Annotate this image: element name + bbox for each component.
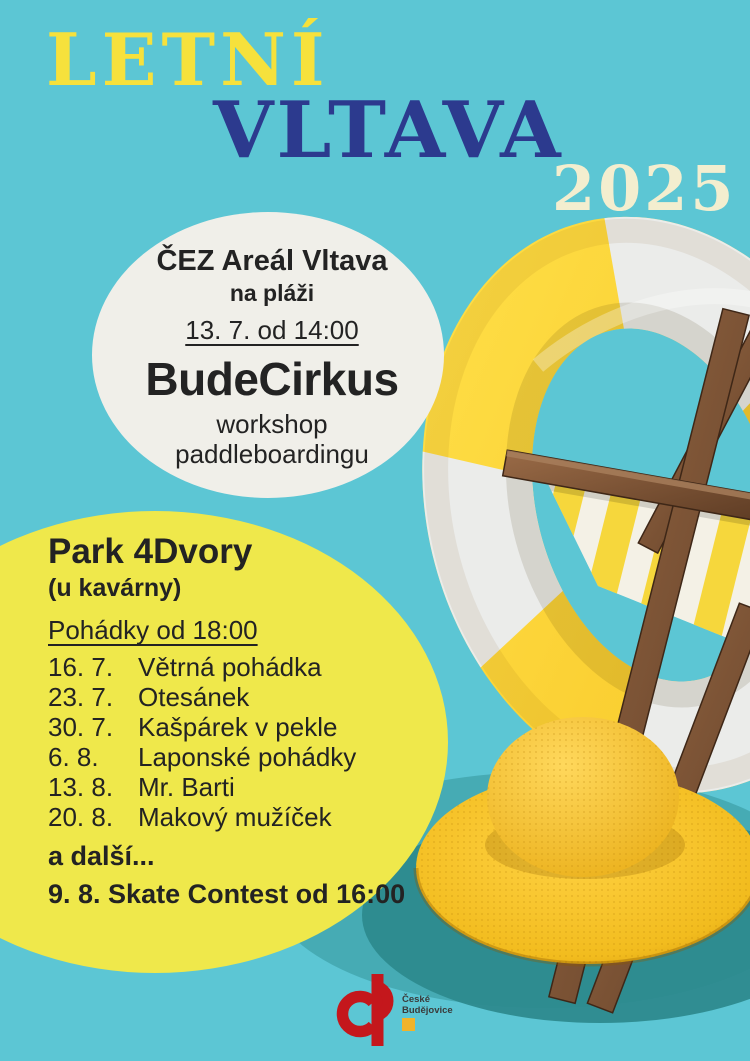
show-title: Kašpárek v pekle (138, 712, 338, 742)
ceske-budejovice-logo-icon (336, 972, 396, 1050)
show-title: Makový mužíček (138, 802, 332, 832)
event-venue: ČEZ Areál Vltava (156, 245, 388, 277)
event-description-line2: paddleboardingu (175, 439, 369, 469)
show-date: 13. 8. (48, 772, 114, 802)
show-row (48, 772, 433, 802)
city-name-label (402, 994, 453, 1016)
show-row (48, 712, 433, 742)
event-datetime: 13. 7. od 14:00 (185, 315, 359, 345)
show-title: Laponské pohádky (138, 742, 357, 772)
program-show-list (48, 652, 433, 832)
program-bubble-text (48, 533, 433, 910)
show-row (48, 682, 433, 712)
show-date: 6. 8. (48, 742, 99, 772)
show-date: 30. 7. (48, 712, 114, 742)
show-date: 23. 7. (48, 682, 114, 712)
footer (336, 972, 466, 1052)
program-venue: Park 4Dvory (48, 532, 253, 571)
show-title: Otesánek (138, 682, 250, 712)
city-name-line1: České (402, 994, 430, 1005)
show-date: 16. 7. (48, 652, 114, 682)
poster-title-line1: LETNÍ (46, 17, 330, 102)
event-location: na pláži (229, 280, 315, 306)
event-description-line1: workshop (216, 409, 328, 439)
poster-title-line2: VLTAVA (213, 85, 564, 176)
program-schedule-heading: Pohádky od 18:00 (48, 615, 258, 645)
program-venue-note: (u kavárny) (48, 574, 182, 602)
show-title: Větrná pohádka (138, 652, 322, 682)
city-name-line2: Budějovice (402, 1005, 453, 1016)
event-bubble-text (112, 244, 432, 469)
show-date: 20. 8. (48, 802, 114, 832)
show-row (48, 742, 433, 772)
show-row (48, 652, 433, 682)
program-special-event: 9. 8. Skate Contest od 16:00 (48, 879, 406, 909)
event-headline: BudeCirkus (145, 353, 399, 405)
show-title: Mr. Barti (138, 772, 235, 802)
poster-year: 2025 (552, 152, 737, 225)
show-row (48, 802, 433, 832)
program-more-label: a další... (48, 841, 155, 871)
logo-yellow-square (402, 1018, 415, 1031)
